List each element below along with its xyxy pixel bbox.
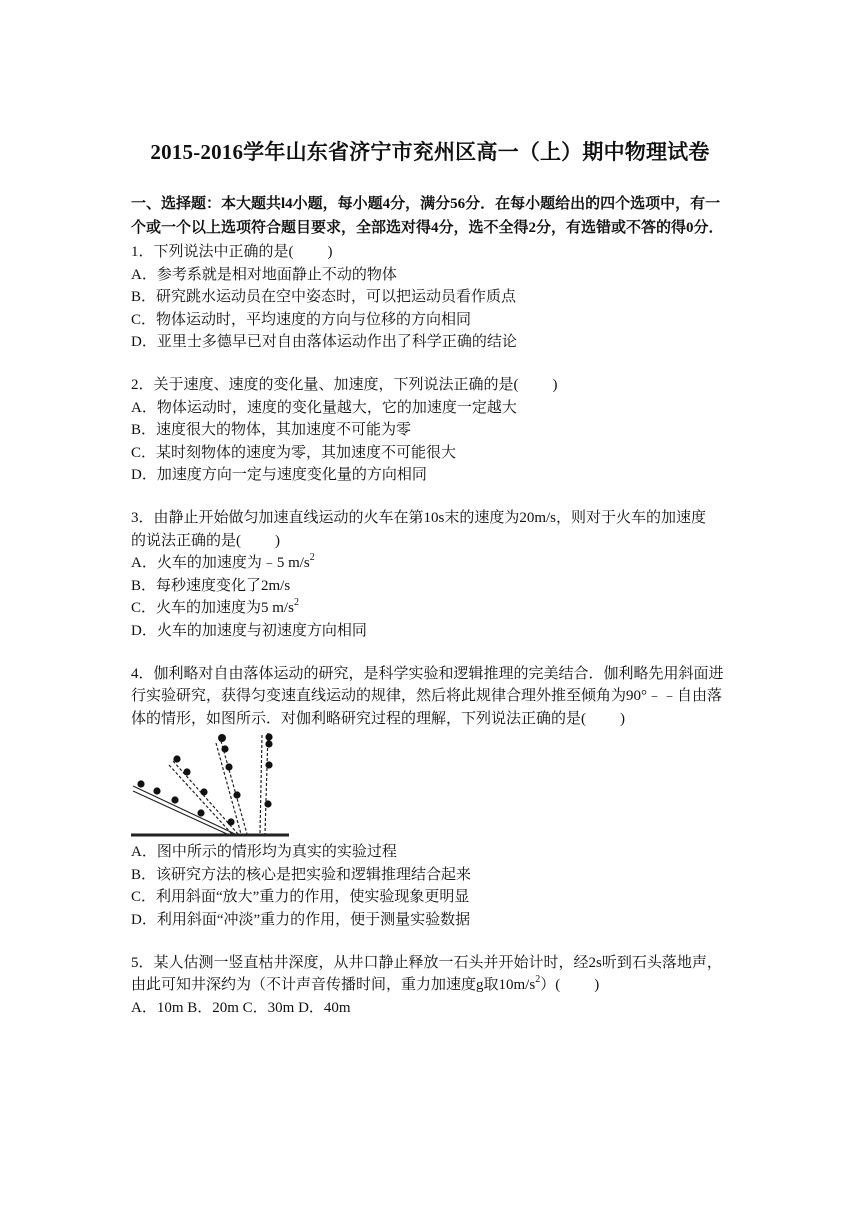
- question-2-option-c: C．某时刻物体的速度为零，其加速度不可能很大: [131, 444, 457, 461]
- question-3-stem-line-2: [131, 530, 731, 553]
- ball: [197, 810, 204, 817]
- question-3-option-c: [131, 597, 731, 620]
- answer-paren-close: ): [275, 532, 280, 549]
- option-text: B．每秒速度变化了2m/s: [131, 577, 291, 594]
- question-4-option-b: B．该研究方法的核心是把实验和逻辑推理结合起来: [131, 866, 472, 883]
- ball: [171, 797, 178, 804]
- answer-paren-close: ): [552, 376, 558, 393]
- vertical-fall-2: [260, 735, 262, 834]
- question-4-stem-line-3: [131, 708, 731, 731]
- question-1-stem: [131, 241, 731, 264]
- superscript: 2: [535, 974, 541, 986]
- ball: [233, 792, 240, 799]
- question-3-option-b: [131, 575, 731, 598]
- question-3-stem-line-1: 3．由静止开始做匀加速直线运动的火车在第10s末的速度为20m/s，则对于火车的加速度: [131, 509, 707, 526]
- ball: [173, 756, 180, 763]
- ball: [221, 746, 228, 753]
- question-4-stem-line-2: 行实验研究，获得匀变速直线运动的规律，然后将此规律合理外推至倾角为90°﹣﹣自由落: [131, 688, 723, 705]
- exam-content: [131, 192, 731, 1039]
- question-4-option-a: A．图中所示的情形均为真实的实验过程: [131, 844, 397, 861]
- question-3-option-d: [131, 620, 731, 643]
- question-5-stem-line-2: [131, 974, 731, 997]
- superscript: 2: [309, 552, 315, 564]
- incline-1-edge: [133, 791, 227, 834]
- ball: [265, 734, 272, 741]
- vertical-fall-1: [265, 733, 268, 834]
- question-1-text: 1．下列说法中正确的是(: [131, 244, 294, 260]
- answer-paren-close: ): [327, 244, 333, 260]
- ball: [183, 769, 190, 776]
- question-4-option-d: D．利用斜面“冲淡”重力的作用，便于测量实验数据: [131, 912, 471, 929]
- question-2-text: 2．关于速度、速度的变化量、加速度，下列说法正确的是(: [131, 376, 519, 393]
- galileo-incline-figure: [131, 733, 291, 839]
- option-text: D．火车的加速度与初速度方向相同: [131, 622, 367, 639]
- question-5-text: 由此可知井深约为（不计声音传播时间，重力加速度g取10m/s: [131, 977, 536, 994]
- galileo-incline-diagram: [131, 733, 291, 839]
- question-4-stem-line-1: 4．伽利略对自由落体运动的研究，是科学实验和逻辑推理的完美结合．伽利略先用斜面进: [131, 665, 724, 682]
- ball: [225, 764, 232, 771]
- question-2: [131, 374, 731, 487]
- ball: [200, 789, 207, 796]
- question-5-options: A．10m B．20m C．30m D．40m: [131, 999, 351, 1016]
- question-1-option-c: C．物体运动时，平均速度的方向与位移的方向相同: [131, 311, 472, 328]
- option-text: A．火车的加速度为﹣5 m/s: [131, 555, 310, 572]
- question-4-option-c: C．利用斜面“放大”重力的作用，使实验现象更明显: [131, 889, 470, 906]
- question-5-stem-line-1: 5．某人估测一竖直枯井深度，从井口静止释放一石头并开始计时，经2s听到石头落地声，: [131, 954, 722, 971]
- question-3-option-a: [131, 552, 731, 575]
- question-2-stem: [131, 374, 731, 397]
- ball: [265, 741, 272, 748]
- question-3-text: 的说法正确的是(: [131, 532, 241, 549]
- superscript: 2: [293, 597, 299, 609]
- ball: [153, 788, 160, 795]
- question-4-text: 体的情形，如图所示．对伽利略研究过程的理解，下列说法正确的是(: [131, 710, 586, 727]
- ball: [265, 762, 272, 769]
- question-1: [131, 241, 731, 354]
- question-2-option-b: B．速度很大的物体，其加速度不可能为零: [131, 422, 412, 439]
- question-2-option-a: A．物体运动时，速度的变化量越大，它的加速度一定越大: [131, 399, 517, 416]
- question-2-option-d: D．加速度方向一定与速度变化量的方向相同: [131, 467, 427, 484]
- incline-1: [133, 786, 235, 834]
- question-4: [131, 663, 731, 932]
- question-1-option-a: A．参考系就是相对地面静止不动的物体: [131, 266, 397, 283]
- question-5: [131, 952, 731, 1020]
- section-header: 一、选择题：本大题共l4小题，每小题4分，满分56分．在每小题给出的四个选项中，有一个或一个以上选项符合题目要求，全部选对得4分，选不全得2分，有选错或不答的得0分．: [131, 196, 724, 236]
- answer-paren-close: ): [620, 710, 625, 727]
- ball: [218, 734, 226, 742]
- option-text: C．火车的加速度为5 m/s: [131, 600, 294, 617]
- question-1-option-d: D．亚里士多德早已对自由落体运动作出了科学正确的结论: [131, 334, 517, 351]
- question-1-option-b: B．研究跳水运动员在空中姿态时，可以把运动员看作质点: [131, 289, 517, 306]
- question-3: [131, 507, 731, 643]
- page-title: 2015-2016学年山东省济宁市兖州区高一（上）期中物理试卷: [150, 140, 710, 164]
- ball: [264, 801, 271, 808]
- answer-paren-close: ): [594, 977, 600, 994]
- question-5-text-end: ）(: [540, 977, 561, 994]
- ball: [137, 781, 144, 788]
- ball: [227, 819, 234, 826]
